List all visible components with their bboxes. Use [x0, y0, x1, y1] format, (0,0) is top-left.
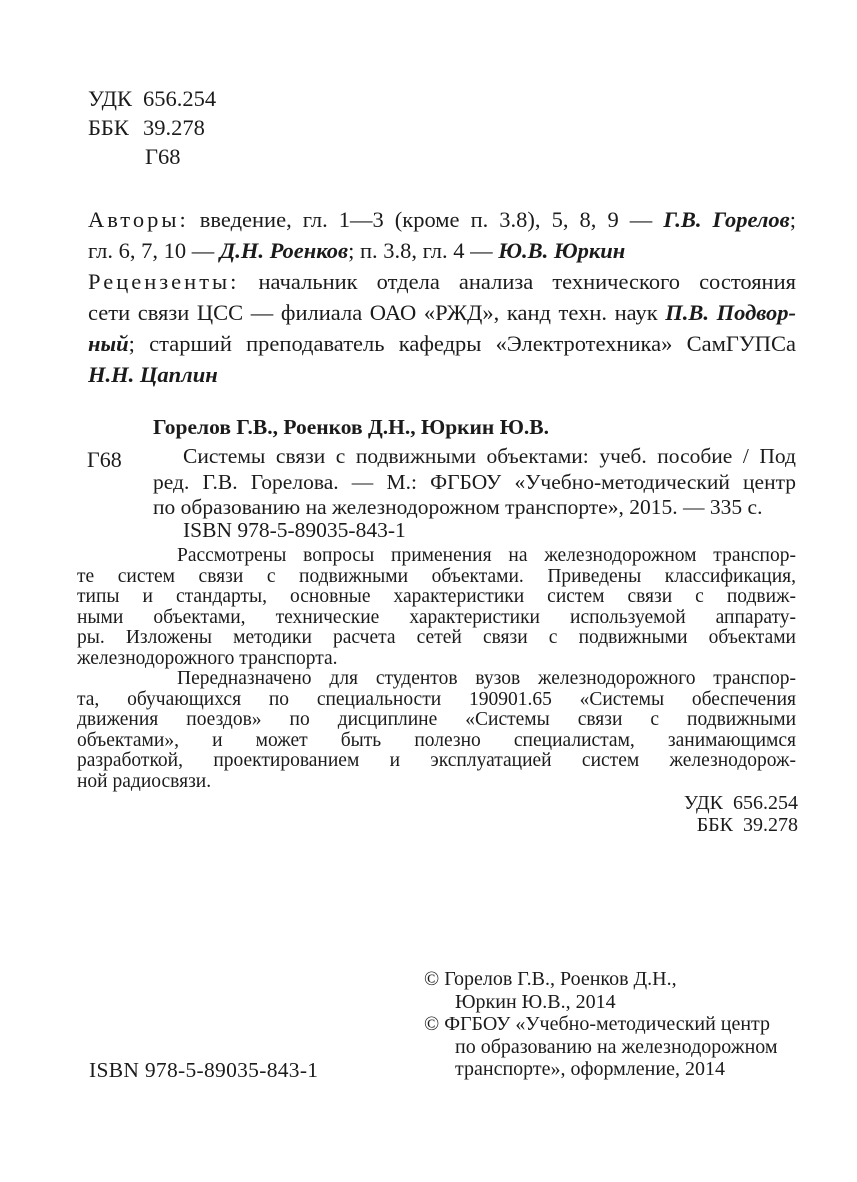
citation-margin-code: Г68 [87, 447, 122, 472]
text-line [153, 470, 796, 496]
udk-value: 656.254 [143, 86, 217, 111]
book-code: Г68 [145, 144, 181, 169]
annotation-paragraph-2 [77, 669, 796, 792]
text-segment: по образованию на железнодорожном транспорте», 2015. — 335 с. [153, 495, 763, 519]
authors-paragraph [88, 204, 796, 266]
citation-isbn: ISBN 978-5-89035-843-1 [183, 518, 406, 542]
text-segment: УДК 656.254 [683, 792, 798, 814]
text-segment: та, обучающихся по специальности 190901.65 «Системы обеспечения [77, 689, 796, 710]
text-segment: ; п. 3.8, гл. 4 — [348, 238, 499, 263]
text-segment: введение, гл. 1—3 (кроме п. 3.8), 5, 8, 9 — [188, 207, 664, 232]
text-segment: ной радиосвязи. [77, 771, 212, 792]
bbk-label: ББК [88, 115, 129, 140]
text-segment: © Горелов Г.В., Роенков Д.Н., [424, 968, 677, 990]
isbn-bottom: ISBN 978-5-89035-843-1 [89, 1058, 319, 1082]
annotation-block [77, 546, 796, 792]
text-line [77, 608, 796, 629]
text-segment: разработкой, проектированием и эксплуатацией систем железнодорож- [77, 751, 796, 771]
text-line [88, 235, 796, 266]
text-line [88, 359, 796, 390]
citation-authors-heading: Горелов Г.В., Роенков Д.Н., Юркин Ю.В. [153, 415, 549, 439]
text-segment: движения поездов» по дисциплине «Системы связи с подвижными [77, 710, 796, 730]
text-segment: ры. Изложены методики расчета сетей связи с подвижными объектами [77, 628, 796, 648]
text-segment: П.В. Подвор- [665, 300, 796, 325]
text-line [88, 204, 796, 235]
text-line [153, 444, 796, 470]
text-line [88, 297, 796, 328]
citation-body [153, 444, 796, 521]
bbk-value: 39.278 [143, 115, 205, 140]
text-line [77, 731, 796, 752]
copyright-authors-notice [424, 968, 778, 1013]
text-segment: ; [789, 207, 796, 232]
text-segment: начальник отдела анализа технического состояния [239, 269, 796, 294]
text-segment: ный [88, 331, 129, 356]
text-segment: Передназначено для студентов вузов железнодорожного транспор- [177, 669, 796, 689]
text-segment: Рассмотрены вопросы применения на железнодорожном транспор- [177, 546, 796, 566]
text-segment: Юркин Ю.В., 2014 [455, 990, 616, 1013]
text-segment: Н.Н. Цаплин [88, 362, 218, 387]
bbk-row [88, 113, 216, 142]
copyright-publisher-notice [424, 1013, 778, 1081]
annotation-paragraph-1 [77, 546, 796, 669]
text-line [77, 628, 796, 649]
text-line [77, 567, 796, 588]
text-segment: ными объектами, технические характеристики используемой аппарату- [77, 607, 796, 628]
text-line [77, 546, 796, 567]
text-line [77, 690, 796, 711]
text-segment: ; старший преподаватель кафедры «Электротехника» СамГУПСа [128, 331, 796, 356]
text-segment: типы и стандарты, основные характеристики систем связи с подвиж- [77, 587, 796, 607]
text-line [424, 1036, 778, 1059]
text-segment: Ю.В. Юркин [498, 238, 626, 263]
text-line [88, 328, 796, 359]
reviewers-paragraph [88, 266, 796, 390]
text-line [77, 587, 796, 608]
text-line [684, 815, 798, 837]
text-segment: © ФГБОУ «Учебно-методический центр [424, 1013, 771, 1036]
text-segment: Г.В. Горелов [663, 207, 790, 232]
text-segment: Авторы: [88, 207, 189, 232]
text-line [77, 649, 796, 670]
classification-right-block [684, 793, 798, 836]
text-segment: сети связи ЦСС — филиала ОАО «РЖД», канд техн. наук [88, 300, 666, 325]
udk-label: УДК [88, 86, 133, 111]
copyright-block [424, 968, 778, 1081]
text-segment: те систем связи с подвижными объектами. Приведены классификация, [77, 566, 796, 587]
text-segment: Д.Н. Роенков [219, 238, 349, 263]
text-line [424, 991, 778, 1014]
text-line [77, 751, 796, 772]
text-segment: Системы связи с подвижными объектами: учеб. пособие / Под [183, 444, 796, 468]
text-segment: транспорте», оформление, 2014 [455, 1058, 725, 1081]
text-segment: гл. 6, 7, 10 — [88, 238, 220, 263]
text-line [77, 710, 796, 731]
udk-row [88, 84, 216, 113]
text-line [88, 266, 796, 297]
text-line [77, 669, 796, 690]
text-segment: железнодорожного транспорта. [77, 648, 338, 669]
text-segment: по образованию на железнодорожном [455, 1035, 778, 1058]
text-segment: объектами», и может быть полезно специалистам, занимающимся [77, 730, 796, 751]
text-line [684, 793, 798, 815]
text-segment: ББК 39.278 [696, 813, 798, 836]
text-line [424, 1013, 778, 1036]
text-line [77, 772, 796, 793]
top-classification-block [88, 84, 216, 171]
text-segment: ред. Г.В. Горелова. — М.: ФГБОУ «Учебно-методический центр [153, 469, 796, 494]
text-line [424, 1058, 778, 1081]
text-segment: Рецензенты: [88, 269, 240, 294]
text-line [424, 968, 778, 991]
